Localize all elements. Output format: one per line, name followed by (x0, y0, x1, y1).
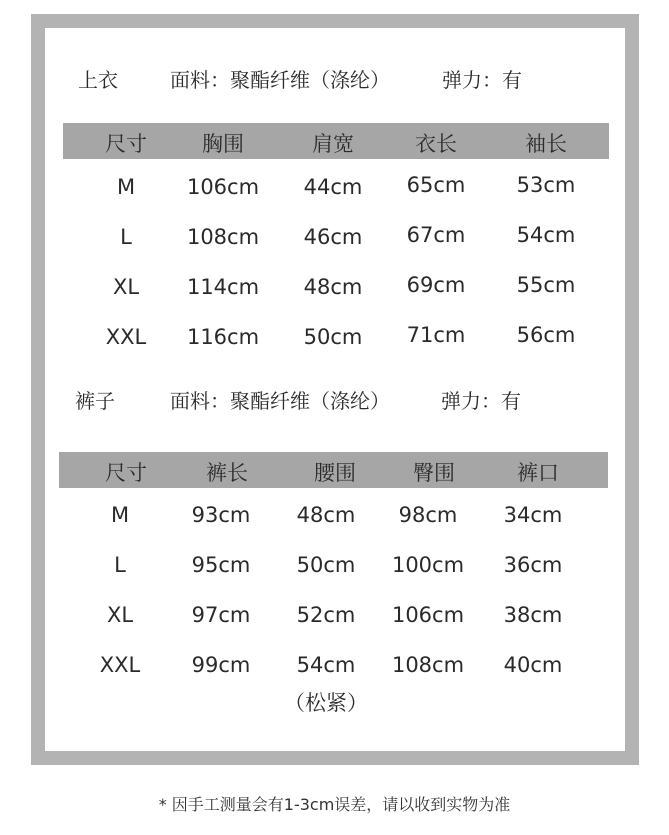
top-cell-size: XL (112, 275, 140, 299)
top-cell-chest: 116cm (186, 325, 260, 349)
top-cell-length: 67cm (406, 223, 466, 247)
pants-cell-size: M (110, 503, 130, 527)
pants-cell-length: 97cm (191, 603, 251, 627)
pants-cell-hip: 108cm (391, 653, 465, 677)
top-cell-shoulder: 46cm (303, 225, 363, 249)
top-header-bar (63, 123, 609, 159)
size-chart-panel (45, 28, 625, 751)
pants-cell-hem: 36cm (503, 553, 563, 577)
top-cell-chest: 114cm (186, 275, 260, 299)
top-cell-sleeve: 54cm (516, 223, 576, 247)
pants-cell-size: XL (106, 603, 134, 627)
pants-cell-hem: 38cm (503, 603, 563, 627)
pants-cell-length: 99cm (191, 653, 251, 677)
pants-cell-waist: 50cm (296, 553, 356, 577)
top-fabric: 面料：聚酯纤维（涤纶） (170, 68, 390, 92)
top-cell-chest: 108cm (186, 225, 260, 249)
pants-fabric: 面料：聚酯纤维（涤纶） (170, 389, 390, 413)
pants-waist-elastic-note: （松紧） (284, 691, 368, 715)
top-header-length: 衣长 (415, 132, 457, 156)
pants-header-length: 裤长 (206, 461, 248, 485)
pants-cell-hip: 106cm (391, 603, 465, 627)
pants-cell-hip: 98cm (398, 503, 458, 527)
top-cell-shoulder: 44cm (303, 175, 363, 199)
top-cell-length: 69cm (406, 273, 466, 297)
top-header-chest: 胸围 (202, 132, 244, 156)
pants-cell-length: 93cm (191, 503, 251, 527)
pants-cell-waist: 48cm (296, 503, 356, 527)
top-cell-shoulder: 50cm (303, 325, 363, 349)
outer-frame (31, 14, 639, 765)
measurement-footnote: * 因手工测量会有1-3cm误差，请以收到实物为准 (158, 795, 511, 814)
pants-header-hem: 裤口 (517, 461, 559, 485)
top-cell-length: 71cm (406, 323, 466, 347)
top-cell-chest: 106cm (186, 175, 260, 199)
top-header-sleeve: 袖长 (525, 132, 567, 156)
pants-header-waist: 腰围 (314, 461, 356, 485)
top-cell-sleeve: 53cm (516, 173, 576, 197)
top-cell-size: M (116, 175, 136, 199)
top-cell-shoulder: 48cm (303, 275, 363, 299)
top-cell-sleeve: 56cm (516, 323, 576, 347)
pants-cell-hip: 100cm (391, 553, 465, 577)
top-header-size: 尺寸 (105, 132, 147, 156)
pants-header-hip: 臀围 (413, 461, 455, 485)
pants-cell-size: L (114, 553, 126, 577)
top-stretch: 弹力：有 (442, 68, 522, 92)
pants-cell-size: XXL (99, 653, 141, 677)
pants-header-bar (59, 452, 608, 488)
pants-title: 裤子 (75, 389, 115, 413)
pants-cell-hem: 40cm (503, 653, 563, 677)
pants-cell-length: 95cm (191, 553, 251, 577)
pants-cell-waist: 54cm (296, 653, 356, 677)
top-title: 上衣 (78, 68, 118, 92)
top-cell-size: XXL (105, 325, 147, 349)
pants-cell-waist: 52cm (296, 603, 356, 627)
pants-header-size: 尺寸 (105, 461, 147, 485)
top-cell-sleeve: 55cm (516, 273, 576, 297)
top-header-shoulder: 肩宽 (312, 132, 354, 156)
top-cell-size: L (120, 225, 132, 249)
pants-stretch: 弹力：有 (441, 389, 521, 413)
pants-cell-hem: 34cm (503, 503, 563, 527)
top-cell-length: 65cm (406, 173, 466, 197)
